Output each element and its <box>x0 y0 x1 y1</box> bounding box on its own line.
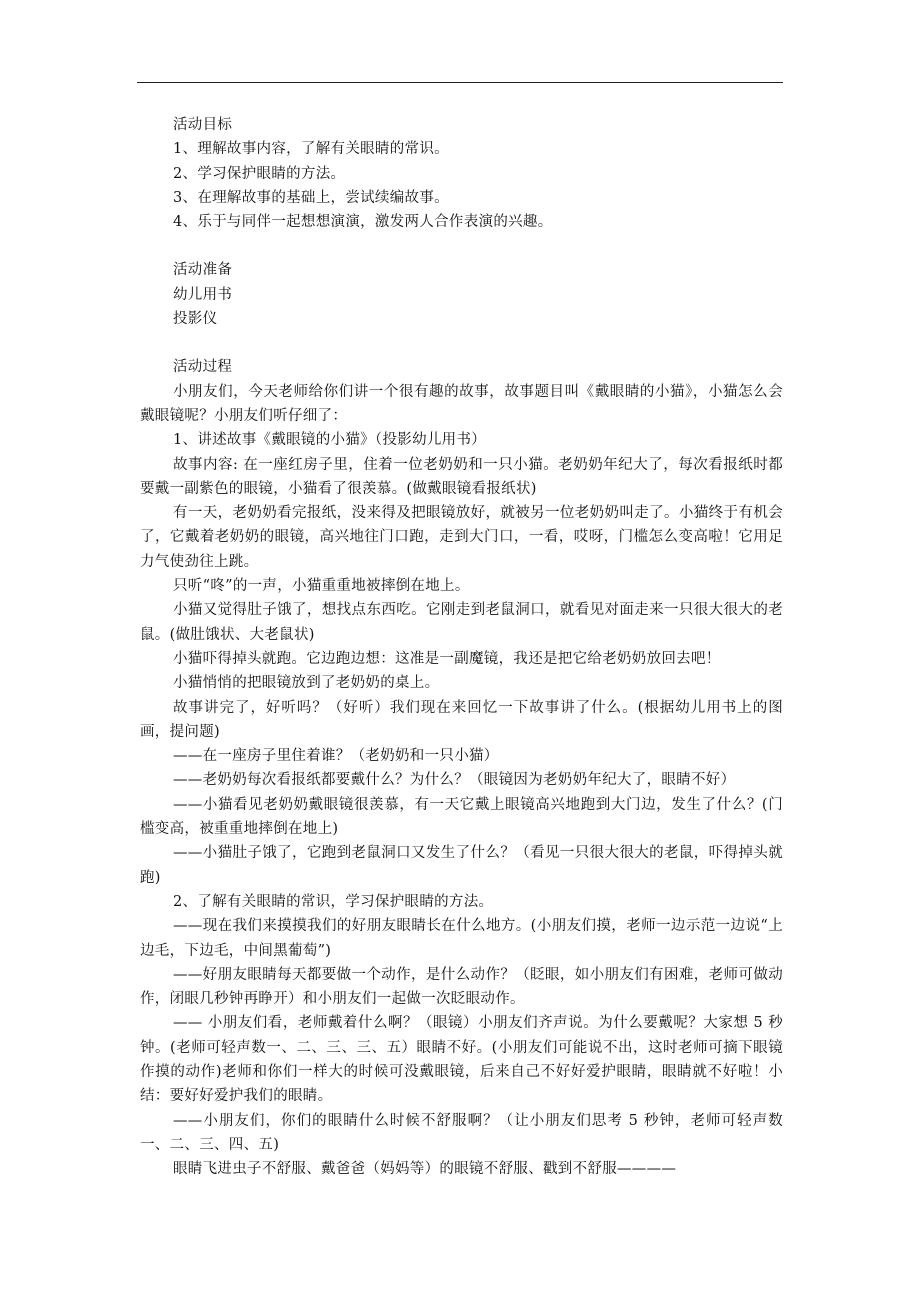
section-process <box>140 355 783 1181</box>
process-paragraph: ——在一座房子里住着谁？（老奶奶和一只小猫） <box>173 748 499 765</box>
process-paragraph: ——老奶奶每次看报纸都要戴什么？为什么？（眼镜因为老奶奶年纪大了，眼睛不好） <box>173 772 736 789</box>
document-body <box>140 113 783 1181</box>
process-paragraph: ——小猫肚子饿了，它跑到老鼠洞口又发生了什么？（看见一只很大很大的老鼠，吓得掉头就跑) <box>140 845 783 886</box>
preparation-item: 投影仪 <box>173 311 218 328</box>
process-paragraph: ——好朋友眼睛每天都要做一个动作，是什么动作？（眨眼，如小朋友们有困难，老师可做动作，闭眼几秒钟再睁开）和小朋友们一起做一次眨眼动作。 <box>140 966 783 1008</box>
goal-item: 1、理解故事内容，了解有关眼睛的常识。 <box>173 141 449 158</box>
section-gap <box>140 234 783 258</box>
preparation-item: 幼儿用书 <box>173 286 233 303</box>
section-gap <box>140 331 783 355</box>
process-paragraph: 小猫又觉得肚子饿了，想找点东西吃。它刚走到老鼠洞口，就看见对面走来一只很大很大的老鼠。(做肚饿状、大老鼠状) <box>140 602 783 643</box>
goal-item: 3、在理解故事的基础上，尝试续编故事。 <box>173 189 449 206</box>
section-heading: 活动准备 <box>173 262 233 279</box>
process-paragraph: 有一天，老奶奶看完报纸，没来得及把眼镜放好，就被另一位老奶奶叫走了。小猫终于有机会了，它戴着老奶奶的眼镜，高兴地往门口跑，走到大门口，一看，哎呀，门槛怎么变高啦！它用足力气使劲往上跳。 <box>140 505 783 570</box>
process-paragraph: 2、了解有关眼睛的常识，学习保护眼睛的方法。 <box>173 893 494 910</box>
section-preparation <box>140 258 783 331</box>
process-paragraph: 眼睛飞进虫子不舒服、戴爸爸（妈妈等）的眼镜不舒服、戳到不舒服———— <box>173 1161 677 1178</box>
process-paragraph: ——小朋友们，你们的眼睛什么时候不舒服啊？（让小朋友们思考 5 秒钟，老师可轻声数一、二、三、四、五) <box>140 1112 783 1153</box>
process-paragraph: ——小猫看见老奶奶戴眼镜很羡慕，有一天它戴上眼镜高兴地跑到大门边，发生了什么？(门槛变高，被重重地摔倒在地上) <box>140 796 783 838</box>
process-paragraph: 小猫吓得掉头就跑。它边跑边想：这准是一副魔镜，我还是把它给老奶奶放回去吧！ <box>173 650 721 667</box>
section-goals <box>140 113 783 234</box>
process-paragraph: 故事讲完了，好听吗？（好听）我们现在来回忆一下故事讲了什么。(根据幼儿用书上的图画，提问题) <box>140 699 783 740</box>
process-paragraph: —— 小朋友们看，老师戴着什么啊？（眼镜）小朋友们齐声说。为什么要戴呢？大家想 5 秒钟。(老师可轻声数一、二、三、三、五）眼睛不好。(小朋友们可能说不出，这时老师可摘下眼镜作摸的动作)老师和你们一样大的时候可没戴眼镜，后来自己不好好爱护眼睛，眼睛就不好啦！小结：要好好爱护我们的眼睛。 <box>140 1015 783 1105</box>
section-heading: 活动过程 <box>173 359 233 376</box>
process-paragraph: ——现在我们来摸摸我们的好朋友眼睛长在什么地方。(小朋友们摸，老师一边示范一边说“上边毛，下边毛，中间黑葡萄”) <box>140 918 783 959</box>
process-paragraph: 小朋友们，今天老师给你们讲一个很有趣的故事，故事题目叫《戴眼睛的小猫》，小猫怎么会戴眼镜呢？小朋友们听仔细了： <box>140 383 783 424</box>
process-paragraph: 故事内容: 在一座红房子里，住着一位老奶奶和一只小猫。老奶奶年纪大了，每次看报纸时都要戴一副紫色的眼镜，小猫看了很羡慕。(做戴眼镜看报纸状) <box>140 456 783 497</box>
section-heading: 活动目标 <box>173 117 233 133</box>
goal-item: 4、乐于与同伴一起想想演演，激发两人合作表演的兴趣。 <box>173 214 553 231</box>
header-rule <box>137 82 783 83</box>
goal-item: 2、学习保护眼睛的方法。 <box>173 165 346 182</box>
process-paragraph: 小猫悄悄的把眼镜放到了老奶奶的桌上。 <box>173 675 440 692</box>
process-paragraph: 只听“咚”的一声，小猫重重地被摔倒在地上。 <box>173 578 470 595</box>
process-paragraph: 1、讲述故事《戴眼镜的小猫》（投影幼儿用书） <box>173 432 487 449</box>
